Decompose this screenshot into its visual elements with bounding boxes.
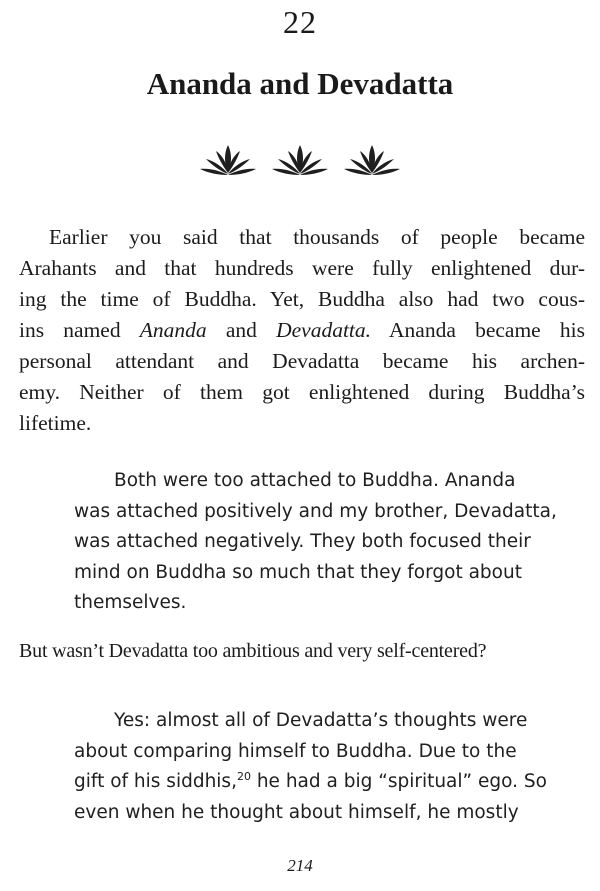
- page-number: 214: [287, 856, 313, 875]
- answer-1-line: themselves.: [74, 592, 187, 613]
- question-1: [19, 222, 585, 439]
- question-1-text: Ananda became his: [389, 318, 585, 342]
- chapter-title: Ananda and Devadatta: [146, 66, 454, 101]
- footnote-marker: 20: [236, 770, 251, 783]
- answer-2-line: Yes: almost all of Devadatta’s thoughts were: [114, 710, 528, 731]
- answer-2-text: he had a big “spiritual” ego. So: [250, 771, 547, 792]
- question-1-text: and: [225, 318, 257, 342]
- lotus-flower-icon: [270, 143, 330, 179]
- answer-2: [74, 706, 547, 828]
- lotus-flower-icon: [198, 143, 258, 179]
- question-1-text: ins named: [19, 318, 121, 342]
- answer-1-line: was attached negatively. They both focused their: [74, 531, 531, 552]
- question-1-line: Arahants and that hundreds were fully enlightened dur-: [19, 256, 585, 280]
- chapter-ornament: [0, 143, 600, 184]
- question-1-line: [19, 315, 585, 346]
- answer-2-text: gift of his siddhis,: [74, 771, 237, 792]
- chapter-number: 22: [283, 4, 317, 40]
- question-1-line: personal attendant and Devadatta became his archen-: [19, 349, 585, 373]
- question-1-line: ing the time of Buddha. Yet, Buddha also had two cous-: [19, 287, 585, 311]
- answer-1: [74, 466, 557, 619]
- answer-1-line: was attached positively and my brother, Devadatta,: [74, 500, 557, 522]
- question-1-line: emy. Neither of them got enlightened during Buddha’s: [19, 380, 585, 404]
- question-1-line: lifetime.: [19, 411, 92, 435]
- question-2: But wasn’t Devadatta too ambitious and very self-centered?: [19, 640, 487, 662]
- name-devadatta: Devadatta.: [276, 318, 372, 342]
- answer-1-line: Both were too attached to Buddha. Ananda: [114, 470, 516, 491]
- question-1-line: Earlier you said that thousands of people became: [49, 225, 585, 249]
- answer-2-line: about comparing himself to Buddha. Due to the: [74, 740, 517, 762]
- lotus-flower-icon: [342, 143, 402, 179]
- name-ananda: Ananda: [139, 318, 207, 342]
- answer-1-line: mind on Buddha so much that they forgot about: [74, 561, 522, 583]
- answer-2-line: even when he thought about himself, he mostly: [74, 801, 519, 823]
- answer-2-line: [74, 767, 547, 798]
